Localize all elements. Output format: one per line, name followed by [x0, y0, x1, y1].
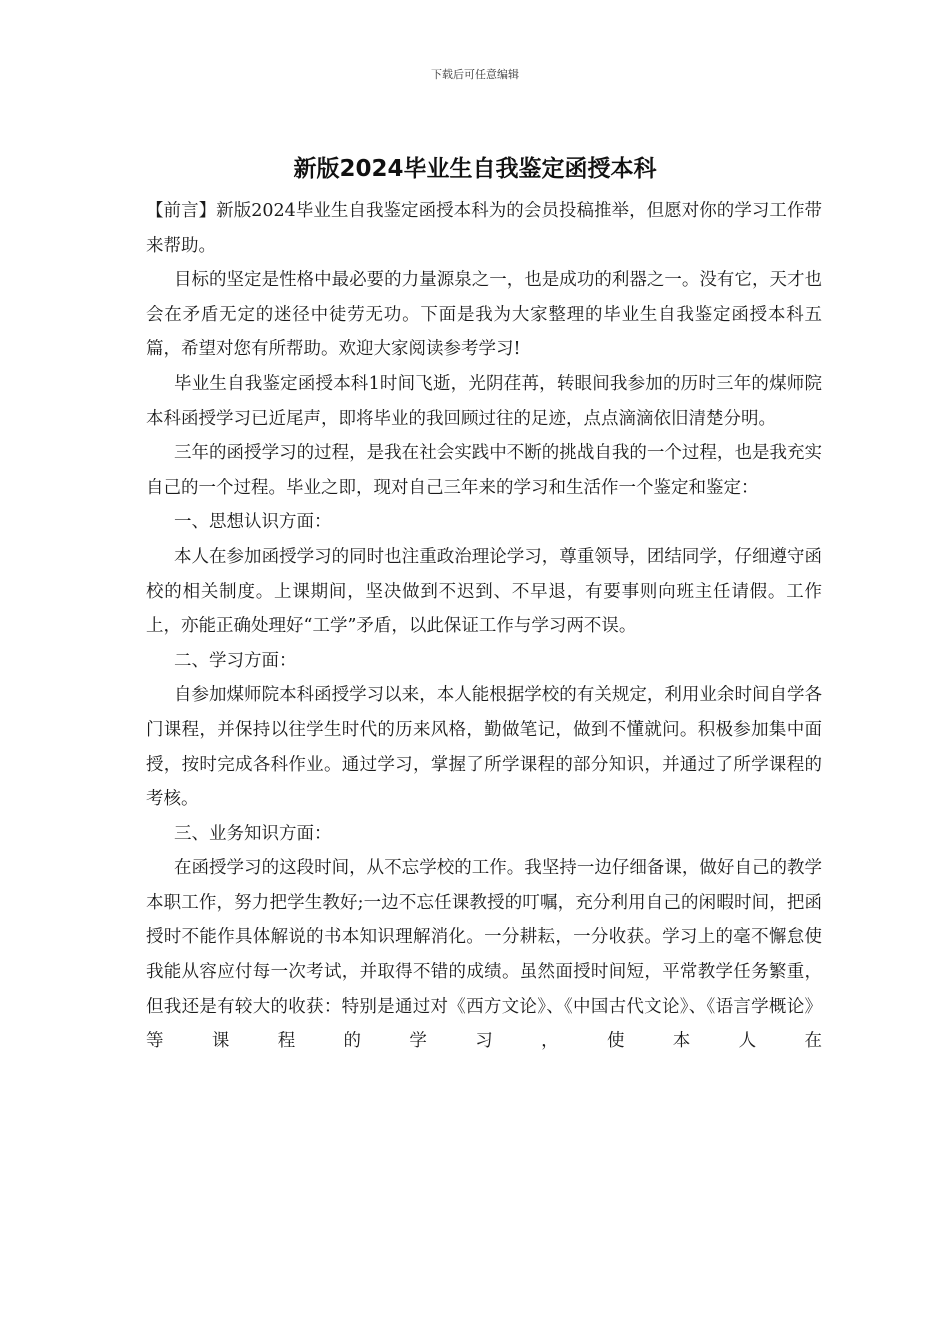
paragraph: 自参加煤师院本科函授学习以来，本人能根据学校的有关规定，利用业余时间自学各门课程，并保持以往学生时代的历来风格，勤做笔记，做到不懂就问。积极参加集中面授，按时完成各科作业。通过学习，掌握了所学课程的部分知识，并通过了所学课程的考核。 [146, 685, 822, 810]
section-heading: 二、学习方面： [174, 650, 297, 671]
paragraph: 目标的坚定是性格中最必要的力量源泉之一，也是成功的利器之一。没有它，天才也会在矛盾无定的迷径中徒劳无功。下面是我为大家整理的毕业生自我鉴定函授本科五篇，希望对您有所帮助。欢迎大家阅读参考学习! [146, 270, 822, 360]
document-body [146, 194, 822, 1059]
paragraph-preface: 【前言】新版2024毕业生自我鉴定函授本科为的会员投稿推举，但愿对你的学习工作带来帮助。 [146, 201, 822, 256]
section-heading: 三、业务知识方面： [174, 823, 332, 844]
header-note: 下载后可任意编辑 [431, 68, 519, 81]
paragraph: 本人在参加函授学习的同时也注重政治理论学习，尊重领导，团结同学，仔细遵守函校的相关制度。上课期间，坚决做到不迟到、不早退，有要事则向班主任请假。工作上，亦能正确处理好“工学”矛盾，以此保证工作与学习两不误。 [146, 546, 822, 637]
section-heading: 一、思想认识方面： [174, 512, 332, 533]
document-title: 新版2024毕业生自我鉴定函授本科 [293, 156, 657, 182]
paragraph: 在函授学习的这段时间，从不忘学校的工作。我坚持一边仔细备课，做好自己的教学本职工作，努力把学生教好;一边不忘任课教授的叮嘱，充分利用自己的闲暇时间，把函授时不能作具体解说的书本知识理解消化。一分耕耘，一分收获。学习上的毫不懈怠使我能从容应付每一次考试，并取得不错的成绩。虽然面授时间短，平常教学任务繁重，但我还是有较大的收获：特别是通过对《西方文论》、《中国古代文论》、《语言学概论》等课程的学习，使本人在 [146, 858, 822, 1052]
paragraph: 毕业生自我鉴定函授本科1时间飞逝，光阴荏苒，转眼间我参加的历时三年的煤师院本科函授学习已近尾声，即将毕业的我回顾过往的足迹，点点滴滴依旧清楚分明。 [146, 373, 822, 429]
paragraph: 三年的函授学习的过程，是我在社会实践中不断的挑战自我的一个过程，也是我充实自己的一个过程。毕业之即，现对自己三年来的学习和生活作一个鉴定和鉴定： [146, 443, 822, 498]
